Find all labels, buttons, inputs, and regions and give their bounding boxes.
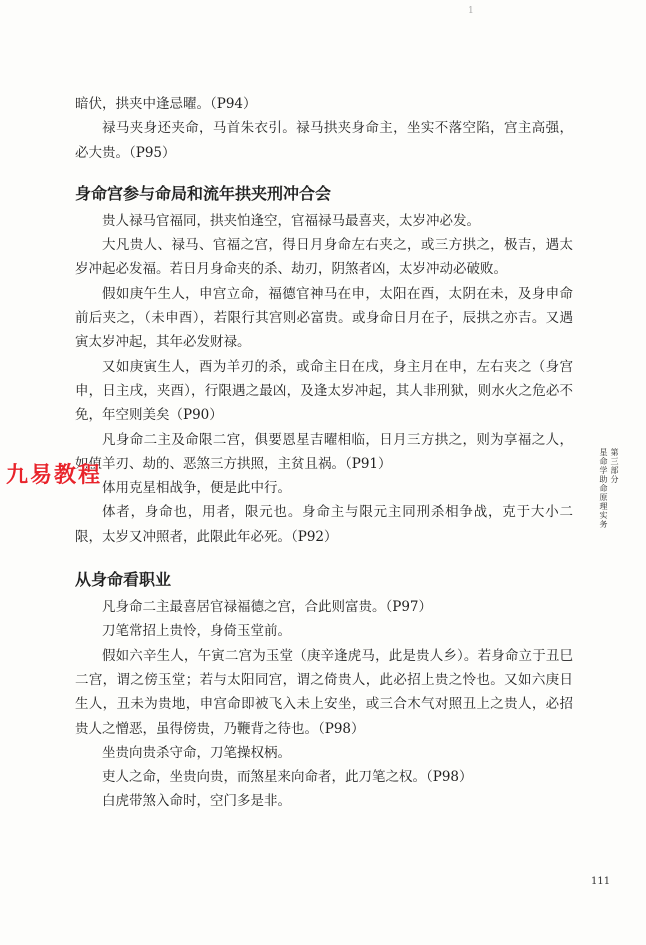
paragraph: 白虎带煞入命时，空门多是非。	[102, 793, 291, 810]
watermark-logo: 九易教程	[6, 463, 103, 488]
paragraph: 禄马夹身还夹命，马首朱衣引。禄马拱夹身命主，坐实不落空陷，宫主高强，必大贵。（P95）	[75, 120, 573, 161]
page-number: 111	[591, 876, 611, 887]
paragraph: 假如庚午生人，申宫立命，福德官神马在申，太阳在酉，太阴在未，及身申命前后夹之，（未申酉），若限行其宫则必富贵。或身命日月在子，辰拱之亦吉。又遇寅太岁冲起，其年必发财禄。	[75, 285, 573, 351]
paragraph: 假如六辛生人，午寅二宫为玉堂（庚辛逢虎马，此是贵人乡）。若身命立于丑巳二宫，谓之傍玉堂；若与太阳同宫，谓之倚贵人，此必招上贵之怜也。又如六庚日生人，丑未为贵地，申宫命即被飞入未上安坐，或三合木气对照丑上之贵人，必招贵人之憎恶，虽得傍贵，乃鞭背之待也。（P98）	[75, 647, 573, 737]
paragraph: 体用克星相战争，便是此中行。	[102, 480, 291, 497]
paragraph: 暗伏，拱夹中逢忌曜。（P94）	[75, 96, 257, 112]
side-part-label: 第三部分	[610, 448, 619, 484]
side-subtitle-label: 星命学助命原理实务	[599, 448, 608, 529]
paragraph: 刀笔常招上贵怜，身倚玉堂前。	[102, 623, 291, 640]
paragraph: 体者，身命也，用者，限元也。身命主与限元主同刑杀相争战，克于大小二限，太岁又冲照者，此限此年必死。（P92）	[75, 504, 573, 545]
section-heading-2: 从身命看职业	[75, 570, 172, 590]
paragraph: 凡身命二主及命限二宫，俱要恩星吉曜相临，日月三方拱之，则为享福之人，如值羊刃、劫的、恶煞三方拱照，主贫且祸。（P91）	[75, 431, 573, 472]
paragraph: 贵人禄马官福同，拱夹怕逢空，官福禄马最喜夹，太岁冲必发。	[102, 212, 480, 229]
paragraph: 又如庚寅生人，酉为羊刃的杀，或命主日在戌，身主月在申，左右夹之（身宫申，日主戌，夹酉），行限遇之最凶，及逢太岁冲起，其人非刑狱，则水火之危必不免，年空则美矣（P90）	[75, 358, 573, 424]
corner-mark: 1	[468, 6, 475, 16]
paragraph: 坐贵向贵杀守命，刀笔操权柄。	[102, 744, 291, 761]
section-heading-1: 身命宫参与命局和流年拱夹刑冲合会	[75, 183, 332, 203]
paragraph: 吏人之命，坐贵向贵，而煞星来向命者，此刀笔之权。（P98）	[102, 769, 473, 786]
side-chapter-label	[598, 448, 620, 529]
page-content	[75, 92, 573, 814]
paragraph: 大凡贵人、禄马、官福之宫，得日月身命左右夹之，或三方拱之，极吉，遇太岁冲起必发福。若日月身命夹的杀、劫刃，阴煞者凶，太岁冲动必破败。	[75, 237, 573, 278]
paragraph: 凡身命二主最喜居官禄福德之宫，合此则富贵。（P97）	[102, 599, 433, 616]
